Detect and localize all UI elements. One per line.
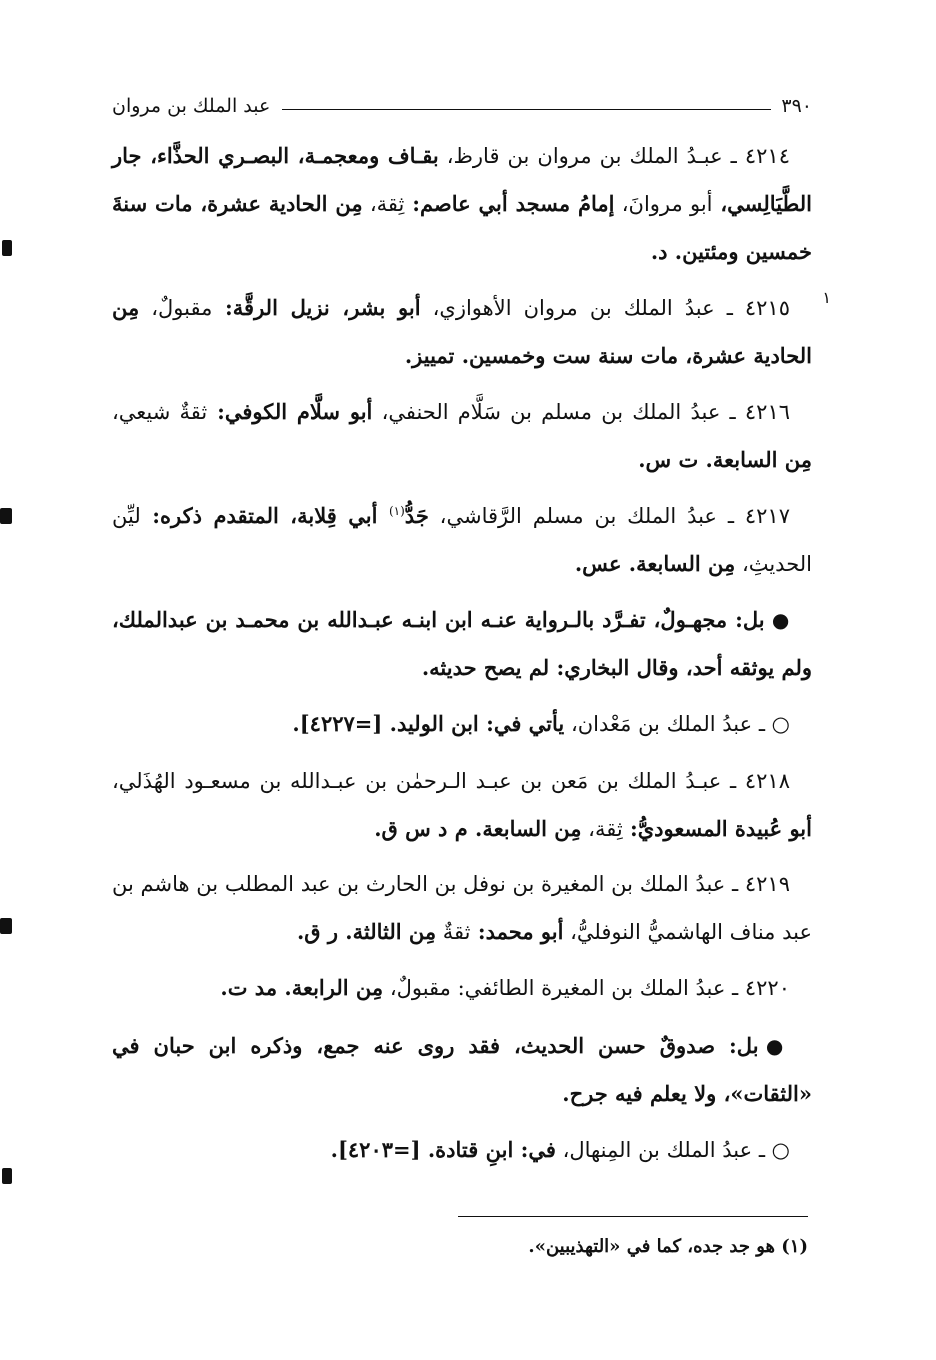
entry-text: ليِّن الحديثِ، [112, 504, 812, 576]
margin-mark [2, 240, 12, 256]
entry-bold: أبو عُبيدة المسعوديُّ: [622, 816, 812, 841]
header-rule [282, 109, 771, 110]
cross-ref-minhal [112, 1126, 812, 1174]
footnote: (١) هو جد جده، كما في «التهذيبين». [528, 1236, 808, 1257]
entry-text: أبو مروانَ، [614, 192, 713, 216]
entry-text: ٤٢١٥ ـ عبدُ الملك بن مروان الأهوازي، [420, 296, 790, 320]
cross-ref-madan [112, 700, 812, 748]
entry-bold: مِن الحادية عشرة، مات سنةَ خمسين ومئتين. د. [112, 191, 812, 264]
footnote-ref: (١) [388, 504, 405, 518]
entry-4217 [112, 492, 812, 588]
entry-text: ٤٢١٩ ـ عبدُ الملك بن المغيرة بن نوفل بن الحارث بن عبد المطلب بن هاشم بن عبد مناف الهاشميُّ النوفليُّ، [112, 872, 812, 944]
entry-bold: مِن الحادية عشرة، مات سنة ست وخمسين. تمييز. [112, 295, 812, 368]
page-number: ٣٩٠ [781, 95, 812, 117]
entry-4219 [112, 861, 812, 956]
entry-4215 [112, 284, 812, 380]
margin-mark [0, 918, 12, 934]
filled-circle-icon: ● [765, 1034, 790, 1058]
entry-text: ○ ـ عبدُ الملك بن المِنهال، [555, 1138, 790, 1162]
entry-bold: في: ابنِ قتادة. [=٤٢٠٣]. [330, 1137, 556, 1162]
entry-bold: إمامُ مسجد أبي عاصم: [404, 191, 615, 216]
entry-text: ٤٢١٦ ـ عبدُ الملك بن مسلم بن سَلَّام الحنفي، [372, 400, 791, 424]
entry-text: مقبولٌ، [139, 296, 213, 320]
entry-text: ثقةٌ [436, 920, 471, 944]
entry-4214 [112, 132, 812, 276]
entry-text: ٤٢١٤ ـ عبـدُ الملك بن مروان بن قارظ، [438, 144, 790, 168]
editor-note-4220 [112, 1022, 812, 1118]
page-body [112, 86, 812, 1184]
page-header [112, 86, 812, 126]
margin-mark [0, 508, 12, 524]
entry-bold: مِن السابعة. ت س. [638, 447, 812, 472]
entry-4218 [112, 758, 812, 853]
entry-bold: أبو بشر، نزيل الرقَّة: [212, 295, 421, 320]
entry-text: ثقةٌ شيعي، [112, 400, 208, 424]
entry-4220 [112, 964, 812, 1012]
entry-bold: مِن السابعة. م د س ق. [374, 816, 582, 841]
entry-bold: يأتي في: ابن الوليد. [=٤٢٢٧]. [292, 711, 565, 736]
entry-bold: بل: صدوقٌ حسن الحديث، فقد روى عنه جمع، وذكره ابن حبان في «الثقات»، ولا يعلم فيه جرح. [112, 1033, 812, 1106]
entry-text: ○ ـ عبدُ الملك بن مَعْدان، [564, 712, 790, 736]
entry-bold: بقـاف ومعجمـة، البصـري الحذَّاء، جار الطَّيَالِسي، [112, 143, 812, 216]
entry-text: ٤٢٢٠ ـ عبدُ الملك بن المغيرة الطائفي: مقبولٌ، [383, 976, 790, 1000]
margin-tick: ١ [822, 288, 831, 307]
entry-bold: مِن الرابعة. مد ت. [220, 975, 384, 1000]
entry-text: ٤٢١٨ ـ عبـدُ الملك بن مَعن بن عبـد الـرحمٰن بن عبـدالله بن مسعـود الهُذَلي، [112, 769, 790, 793]
entry-bold: أبي قِلابة، المتقدم ذكره: [140, 503, 389, 528]
entry-bold: بل: مجهـولٌ، تفـرَّد بالـرواية عنـه ابن ابنـه عبـدالله بن محمـد بن عبدالملك، ولم يوثقه أحد، وقال البخاري: لم يصح حديثه. [112, 607, 812, 680]
entry-text: ثِقة، [581, 817, 623, 841]
entry-bold: أبو سلَّام الكوفي: [207, 399, 373, 424]
editor-note-4217 [112, 596, 812, 692]
entry-bold: مِن السابعة. عس. [574, 551, 736, 576]
filled-circle-icon: ● [771, 608, 790, 632]
entry-bold: جَدُّ [404, 503, 429, 528]
entry-bold: أبو محمد: [470, 919, 564, 944]
margin-mark [2, 1168, 12, 1184]
entry-4216 [112, 388, 812, 484]
running-title: عبد الملك بن مروان [112, 95, 271, 117]
entry-text: ثِقة، [362, 192, 405, 216]
footnote-rule [458, 1216, 808, 1217]
entry-text: ٤٢١٧ ـ عبدُ الملك بن مسلم الرَّقاشي، [428, 504, 790, 528]
entry-bold: مِن الثالثة. ر ق. [296, 919, 437, 944]
